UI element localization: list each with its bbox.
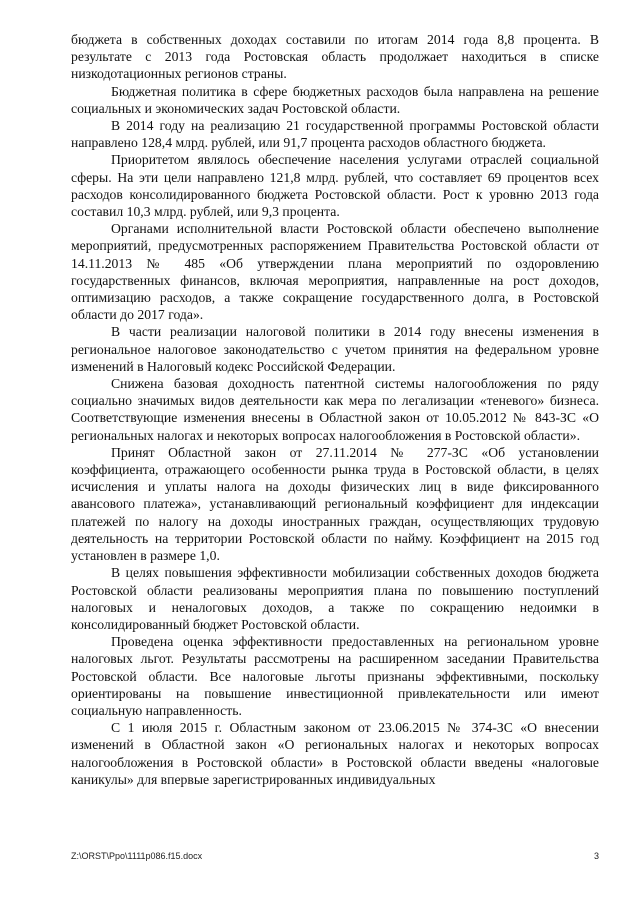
- paragraph-9: В целях повышения эффективности мобилизации собственных доходов бюджета Ростовской области реализованы мероприятия плана по повышению поступлений налоговых и неналоговых доходов, а также по сокращению недоимки в консолидированный бюджет Ростовской области.: [71, 565, 599, 632]
- paragraph-10: Проведена оценка эффективности предоставленных на региональном уровне налоговых льгот. Результаты рассмотрены на расширенном заседании Правительства Ростовской области. Все налоговые льготы признаны эффективными, поскольку ориентированы на повышение инвестиционной привлекательности или имеют социальную направленность.: [71, 634, 599, 718]
- page-number: 3: [593, 851, 599, 861]
- paragraph-6: В части реализации налоговой политики в 2014 году внесены изменения в региональное налоговое законодательство с учетом принятия на федеральном уровне изменений в Налоговый кодекс Российской Федерации.: [71, 324, 599, 374]
- paragraph-1: бюджета в собственных доходах составили по итогам 2014 года 8,8 процента. В результате с 2013 года Ростовская область продолжает находиться в списке низкодотационных регионов страны.: [71, 32, 599, 82]
- paragraph-8: Принят Областной закон от 27.11.2014 № 277-ЗС «Об установлении коэффициента, отражающего особенности рынка труда в Ростовской области, в целях исчисления и уплаты налога на доходы физических лиц в виде фиксированного авансового платежа», устанавливающий региональный коэффициент для индексации платежей по налогу на доходы иностранных граждан, осуществляющих трудовую деятельность на территории Ростовской области по найму. Коэффициент на 2015 год установлен в размере 1,0.: [71, 444, 599, 564]
- paragraph-11: С 1 июля 2015 г. Областным законом от 23.06.2015 № 374-ЗС «О внесении изменений в Областной закон «О региональных налогах и некоторых вопросах налогообложения в Ростовской области» в Ростовской области введены «налоговые каникулы» для впервые зарегистрированных индивидуальных: [71, 720, 599, 787]
- paragraph-7: Снижена базовая доходность патентной системы налогообложения по ряду социально значимых видов деятельности как мера по легализации «теневого» бизнеса. Соответствующие изменения внесены в Областной закон от 10.05.2012 № 843-ЗС «О региональных налогах и некоторых вопросах налогообложения в Ростовской области».: [71, 376, 599, 443]
- document-body: [71, 31, 599, 788]
- footer-file-path: Z:\ORST\Ppo\1111p086.f15.docx: [71, 851, 203, 861]
- paragraph-3: В 2014 году на реализацию 21 государственной программы Ростовской области направлено 128,4 млрд. рублей, или 91,7 процента расходов областного бюджета.: [71, 118, 599, 151]
- paragraph-2: Бюджетная политика в сфере бюджетных расходов была направлена на решение социальных и экономических задач Ростовской области.: [71, 83, 599, 116]
- paragraph-5: Органами исполнительной власти Ростовской области обеспечено выполнение мероприятий, предусмотренных распоряжением Правительства Ростовской области от 14.11.2013 № 485 «Об утверждении плана мероприятий по оздоровлению государственных финансов, включая мероприятия, направленные на рост доходов, оптимизацию расходов, а также сокращение государственного долга, в Ростовской области до 2017 года».: [71, 221, 599, 323]
- paragraph-4: Приоритетом являлось обеспечение населения услугами отраслей социальной сферы. На эти цели направлено 121,8 млрд. рублей, что составляет 69 процентов всех расходов консолидированного бюджета Ростовской области. Рост к уровню 2013 года составил 10,3 млрд. рублей, или 9,3 процента.: [71, 152, 599, 220]
